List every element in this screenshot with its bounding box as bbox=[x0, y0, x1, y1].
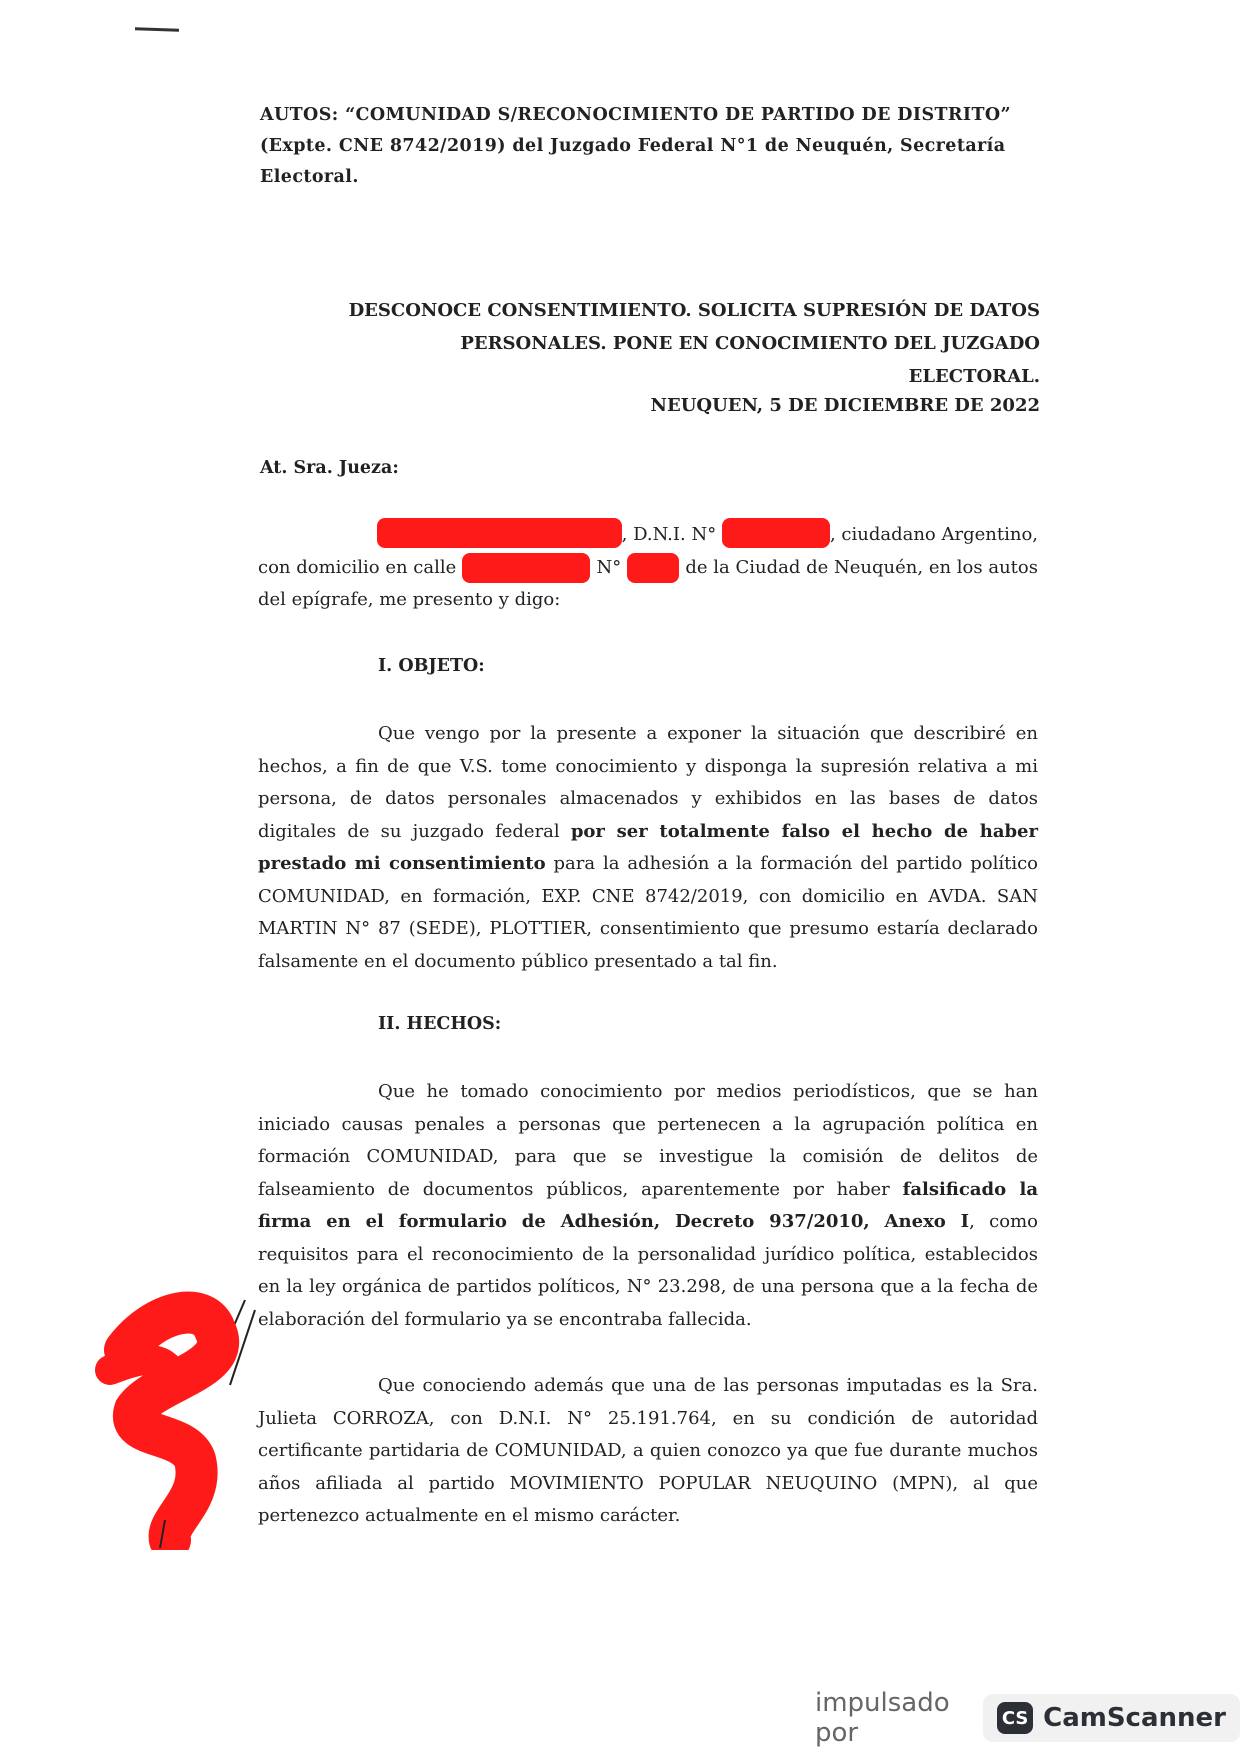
case-header-line-2: (Expte. CNE 8742/2019) del Juzgado Federal N°1 de Neuquén, Secretaría bbox=[260, 136, 1006, 156]
document-date: NEUQUEN, 5 DE DICIEMBRE DE 2022 bbox=[650, 395, 1040, 416]
objeto-text-bold: por ser totalmente falso el hecho de haber prestado mi consentimiento bbox=[258, 820, 1038, 874]
case-header bbox=[260, 100, 1040, 193]
intro-line-2 bbox=[258, 552, 1038, 585]
intro-line-1 bbox=[258, 518, 1038, 552]
hechos1-text-a: Que he tomado conocimiento por medios periodísticos, que se han iniciado causas penales a personas que pertenecen a la agrupación política en formación COMUNIDAD, para que se investigue la comisión de delitos de falseamiento de documentos públicos, aparentemente por haber bbox=[258, 1081, 1038, 1200]
addressee: At. Sra. Jueza: bbox=[260, 458, 399, 478]
intro-domicile-label: con domicilio en calle bbox=[258, 556, 457, 578]
intro-paragraph bbox=[258, 518, 1038, 617]
hechos2-text: Que conociendo además que una de las personas imputadas es la Sra. Julieta CORROZA, con D.N.I. N° 25.191.764, en su condición de autoridad certificante partidaria de COMUNIDAD, a quien conozco ya que fue durante muchos años afiliada al partido MOVIMIENTO POPULAR NEUQUINO (MPN), al que pertenezco actualmente en el mismo carácter. bbox=[258, 1375, 1038, 1526]
objeto-text-a: Que vengo por la presente a exponer la situación que describiré en hechos, a fin de que V.S. tome conocimiento y disponga la supresión relativa a mi persona, de datos personales almacenados y exhibidos en las bases de datos digitales de su juzgado federal bbox=[258, 723, 1038, 842]
redacted-signature bbox=[95, 1290, 275, 1550]
hechos1-text-b: , como requisitos para el reconocimiento de la personalidad jurídico política, establecidos en la ley orgánica de partidos políticos, N° 23.298, de una persona que a la fecha de elaboración del formulario ya se encontraba fallecida. bbox=[258, 1211, 1038, 1330]
redacted-name bbox=[377, 518, 622, 548]
camscanner-badge bbox=[983, 1694, 1240, 1742]
intro-number-label: N° bbox=[596, 556, 622, 578]
subject-line-2: PERSONALES. PONE EN CONOCIMIENTO DEL JUZGADO ELECTORAL. bbox=[460, 333, 1040, 387]
objeto-paragraph bbox=[258, 718, 1038, 978]
redacted-dni bbox=[722, 518, 830, 548]
camscanner-brand: CamScanner bbox=[1043, 1703, 1226, 1733]
case-header-line-3: Electoral. bbox=[260, 167, 359, 187]
camscanner-logo-icon: CS bbox=[997, 1702, 1033, 1734]
scanner-watermark bbox=[815, 1690, 1240, 1746]
subject-line-1: DESCONOCE CONSENTIMIENTO. SOLICITA SUPRESIÓN DE DATOS bbox=[348, 300, 1040, 321]
intro-city-text: de la Ciudad de Neuquén, en los autos bbox=[685, 556, 1038, 578]
hechos1-text-bold: falsificado la firma en el formulario de Adhesión, Decreto 937/2010, Anexo I bbox=[258, 1178, 1038, 1232]
hechos-paragraph-2 bbox=[258, 1370, 1038, 1533]
intro-citizen-text: , ciudadano Argentino, bbox=[829, 524, 1038, 545]
scan-mark bbox=[135, 27, 179, 32]
hechos-paragraph-1 bbox=[258, 1076, 1038, 1336]
intro-line-3: del epígrafe, me presento y digo: bbox=[258, 589, 561, 610]
case-header-line-1: AUTOS: “COMUNIDAD S/RECONOCIMIENTO DE PARTIDO DE DISTRITO” bbox=[260, 105, 1011, 125]
document-subject bbox=[340, 294, 1040, 393]
section-objeto-title: I. OBJETO: bbox=[378, 656, 485, 676]
section-hechos-title: II. HECHOS: bbox=[378, 1014, 502, 1034]
watermark-powered-by: impulsado por bbox=[815, 1688, 950, 1748]
objeto-text-b: para la adhesión a la formación del partido político COMUNIDAD, en formación, EXP. CNE 8742/2019, con domicilio en AVDA. SAN MARTIN N° 87 (SEDE), PLOTTIER, consentimiento que presumo estaría declarado falsamente en el documento público presentado a tal fin. bbox=[258, 853, 1039, 972]
redacted-street-number bbox=[627, 553, 679, 583]
redacted-street bbox=[462, 553, 590, 583]
intro-dni-label: , D.N.I. N° bbox=[621, 524, 717, 545]
